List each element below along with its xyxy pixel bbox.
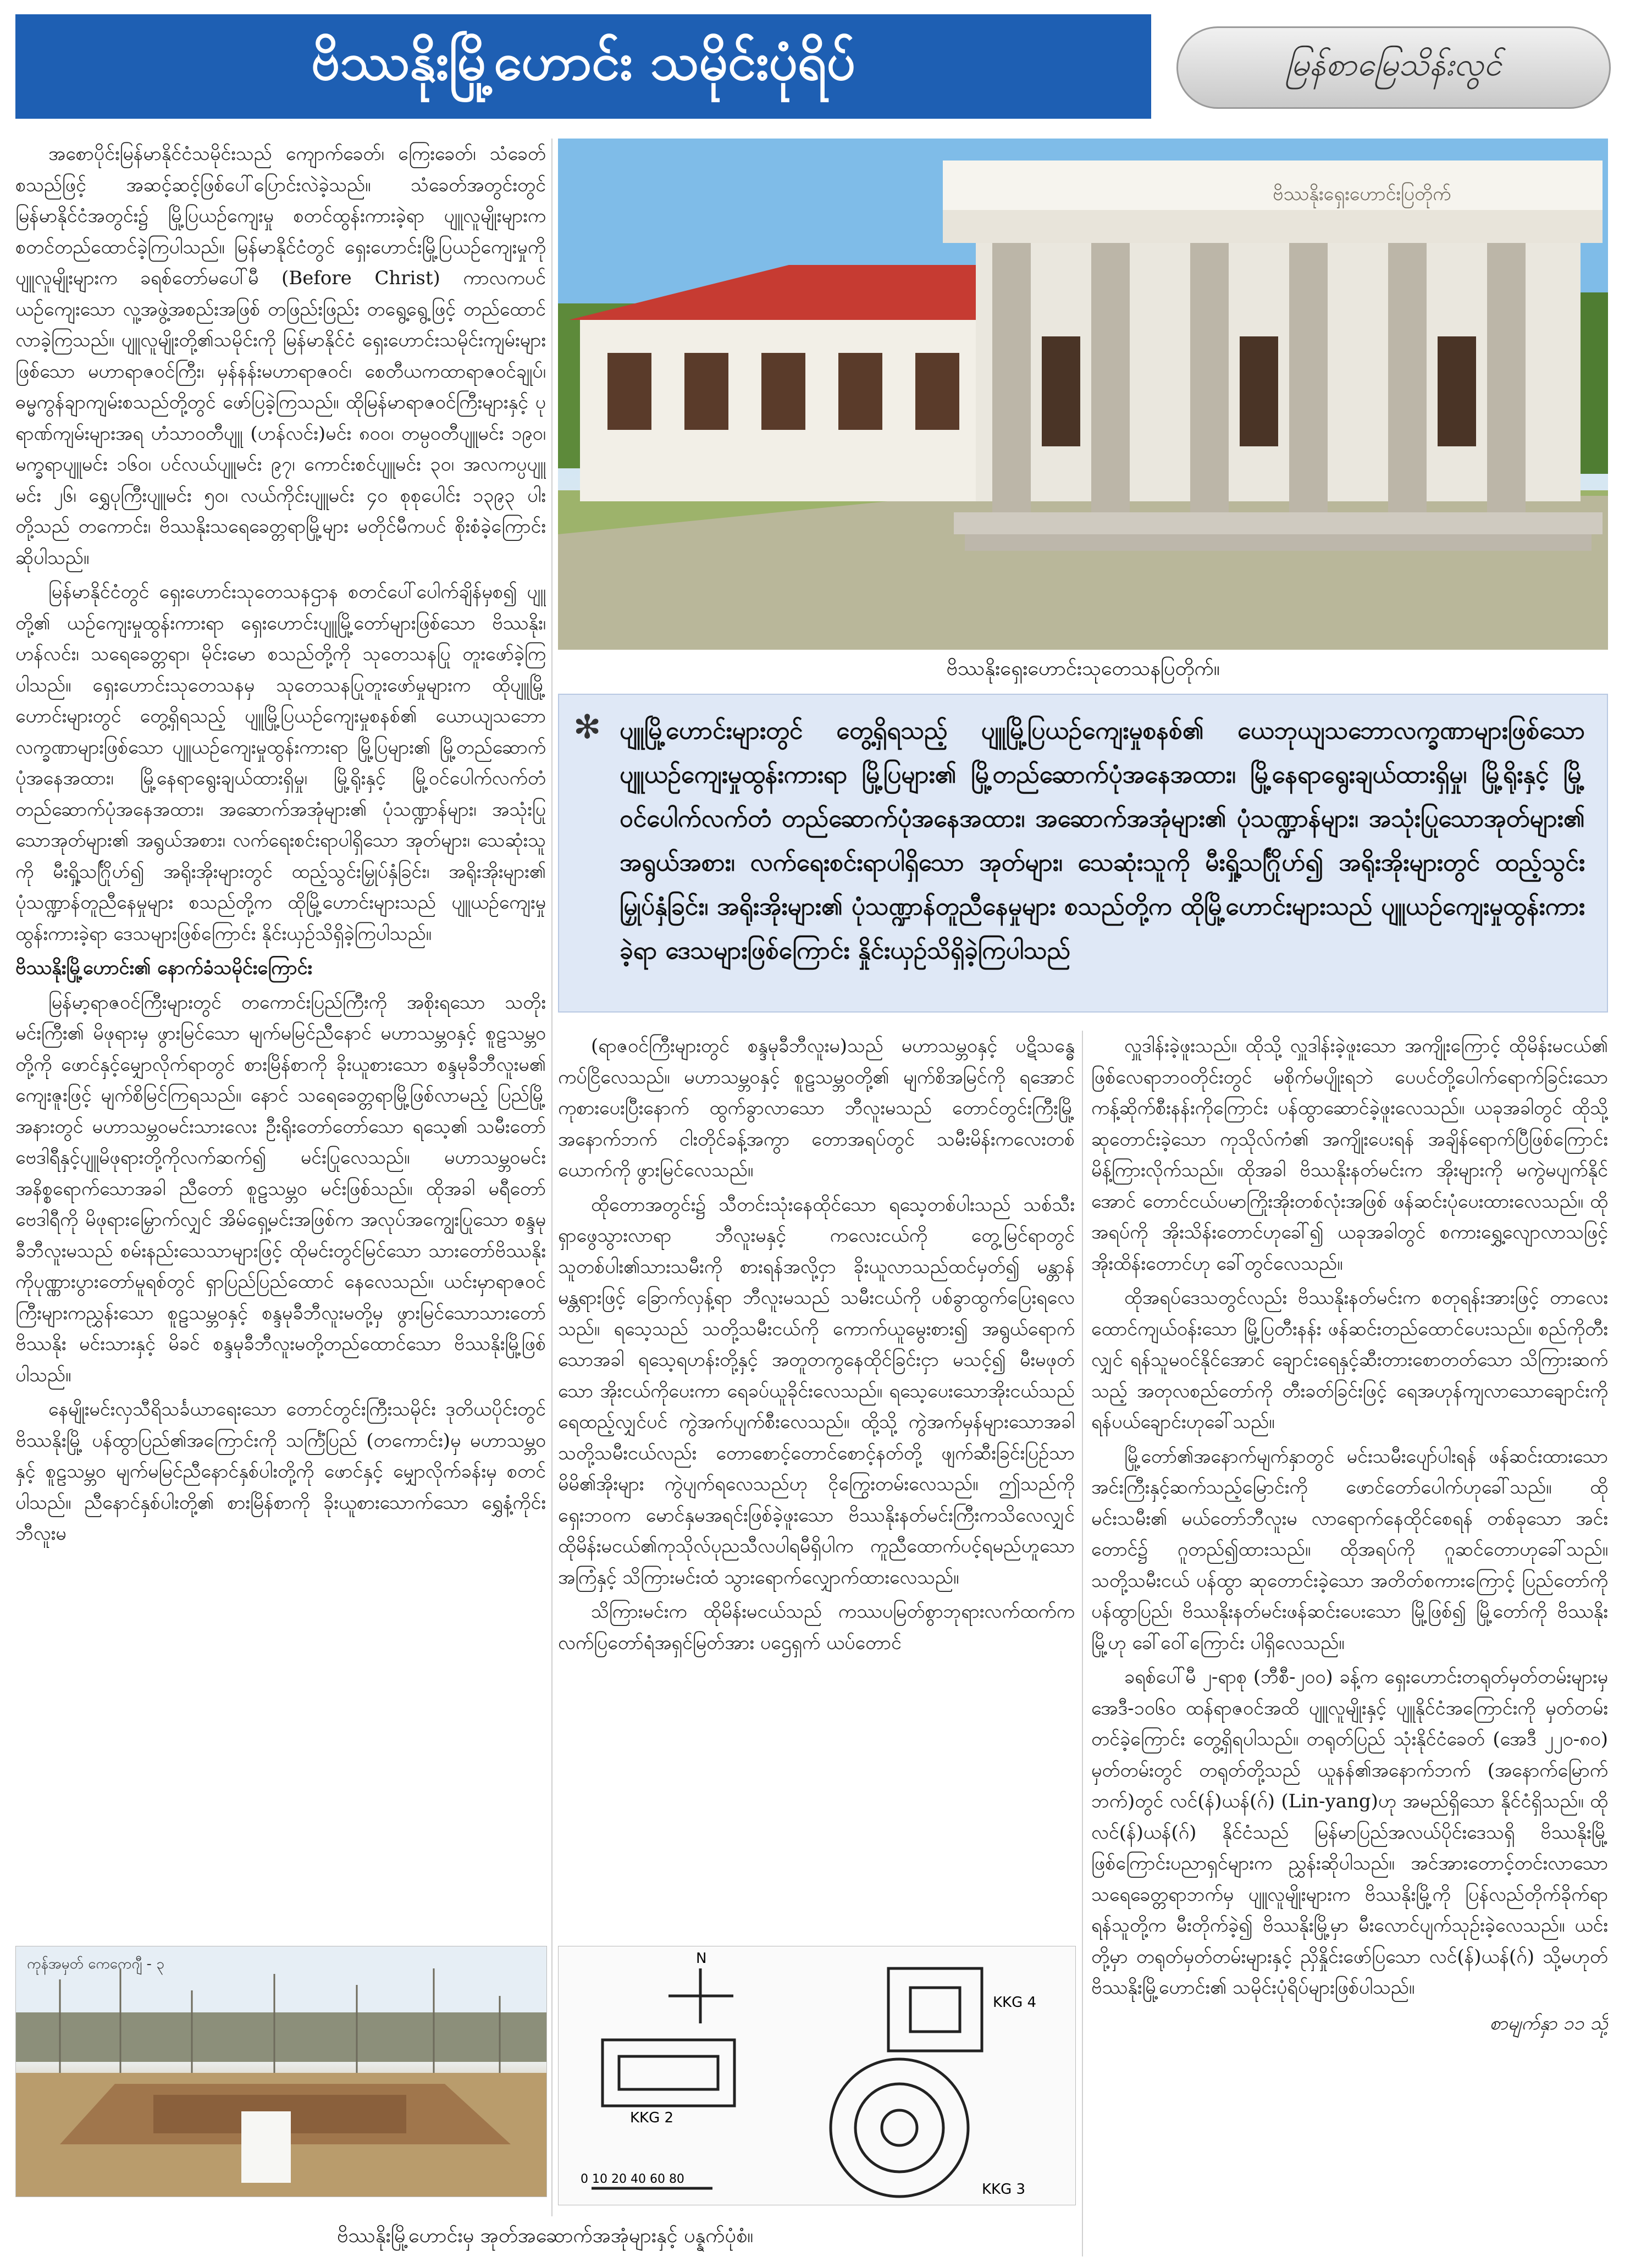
photo-caption: ဗိဿနိုးရှေးဟောင်းသုတေသနပြတိုက်။: [946, 657, 1220, 680]
museum-illustration: [558, 139, 1608, 650]
excavation-photo: [15, 1946, 547, 2197]
paragraph: ထိုအရပ်ဒေသတွင်လည်း ဗိဿနိုးနတ်မင်းက စတုရန်းအားဖြင့် တာလေးထောင်ကျယ်ဝန်းသော မြို့ပြတီးနန်း ဖန်ဆင်းတည်ထောင်ပေးသည်။ စည်ကိုတီးလျှင် ရန်သူမဝင်နိုင်အောင် ချောင်းရေနှင့်ဆီးတားစောတတ်သော သိကြားဆက်သည့် အတုလစည်တော်ကို တီးခတ်ခြင်းဖြင့် ရေအဟုန်ကျလာသောချောင်းကို ရန်ပယ်ချောင်းဟုခေါ်သည်။: [1091, 1287, 1608, 1433]
column-divider: [551, 139, 552, 2216]
author-name: မြန်စာမြေသိန်းလွင်: [1285, 45, 1502, 83]
paragraph: သိကြားမင်းက ထိုမိန်းမငယ်သည် ကဿပမြတ်စွာဘုရားလက်ထက်က လက်ပြတော်ရံအရှင်မြတ်အား ပဌေရှက် ယပ်တောင်: [558, 1601, 1075, 1654]
figure-caption: ဗိဿနိုးမြို့ဟောင်းမှ အုတ်အဆောက်အအုံများနှင့် ပန္နက်ပုံစံ။: [336, 2225, 754, 2247]
paragraph: နေမျိုးမင်းလှသီရိသင်္ခယာရေးသော တောင်တွင်းကြီးသမိုင်း ဒုတိယပိုင်းတွင် ဗိဿနိုးမြို့ ပန်ထွာပြည်၏အကြောင်းကို သင်္ကြံပြည် (တကောင်း)မှ မဟာသမ္ဘဝနှင့် စူဠသမ္ဘဝ မျက်မမြင်ညီနောင်နှစ်ပါးတို့ကို ဖောင်နှင့် မျှောလိုက်ခန်းမှ စတင်ပါသည်။ ညီနောင်နှစ်ပါးတို့၏ စားမြိန်စာကို ခိုးယူစားသောက်သော ရွှေနံ့ကိုင်းဘီလူးမ: [15, 1398, 546, 1545]
plan-label-kkg2: KKG 2: [630, 2110, 674, 2126]
ground-plan-drawing: [559, 1946, 1075, 2205]
author-badge: [1176, 26, 1611, 109]
paragraph: ထိုတောအတွင်း၌ သီတင်းသုံးနေထိုင်သော ရသေ့တစ်ပါးသည် သစ်သီးရှာဖွေသွားလာရာ ဘီလူးမနှင့် ကလေးငယ်ကို တွေ့မြင်ရာတွင် သူတစ်ပါး၏သားသမီးကို စားရန်အလို့ငှာ ခိုးယူလာသည်ထင်မှတ်၍ မန္တာန်မန္တရားဖြင့် ခြောက်လှန့်ရာ ဘီလူးမသည် သမီးငယ်ကို ပစ်ခွာထွက်ပြေးရလေသည်။ ရသေ့သည် သတို့သမီးငယ်ကို ကောက်ယူမွေးစား၍ အရွယ်ရောက်သောအခါ ရသေ့ရဟန်းတို့နှင့် အတူတကွနေထိုင်ခြင်းငှာ မသင့်၍ မီးမဖုတ်သော အိုးငယ်ကိုပေးကာ ရေခပ်ယူခိုင်းလေသည်။ ရသေ့ပေးသောအိုးငယ်သည် ရေထည့်လျှင်ပင် ကွဲအက်ပျက်စီးလေသည်။ ထို့သို့ ကွဲအက်မှန်များသောအခါ သတို့သမီးငယ်လည်း တောစောင့်တောင်စောင့်နတ်တို့ ဖျက်ဆီးခြင်းပြဉ်သာ မိမိ၏အိုးများ ကွဲပျက်ရလေသည်ဟု ငိုကြွေးတမ်းလေသည်။ ဤသည်ကို ရှေးဘဝက မောင်နှမအရင်းဖြစ်ခဲ့ဖူးသော ဗိဿနိုးနတ်မင်းကြီးကသိလေလျှင် ထိုမိန်းမငယ်၏ကုသိုလ်ပုညသီလပါရမီရှိပါက ကူညီထောက်ပင့်ရမည်ဟူသော အကြံနှင့် သိကြားမင်းထံ သွားရောက်လျှောက်ထားလေသည်။: [558, 1193, 1075, 1589]
excavation-illustration: [16, 1946, 546, 2197]
paragraph: မြန်မာနိုင်ငံတွင် ရှေးဟောင်းသုတေသနဌာန စတင်ပေါ်ပေါက်ချိန်မှစ၍ ပျူတို့၏ ယဉ်ကျေးမှုထွန်းကားရာ ရှေးဟောင်းပျူမြို့တော်များဖြစ်သော ဗိဿနိုး၊ ဟန်လင်း၊ သရေခေတ္တရာ၊ မိုင်းမော စသည်တို့ကို သုတေသနပြု တူးဖော်ခဲ့ကြပါသည်။ ရှေးဟောင်းသုတေသနမှ သုတေသနပြုတူးဖော်မှုများက ထိုပျူမြို့ဟောင်းများတွင် တွေ့ရှိရသည့် ပျူမြို့ပြယဉ်ကျေးမှုစနစ်၏ ယောယျသဘောလက္ခဏာများဖြစ်သော ပျူယဉ်ကျေးမှုထွန်းကားရာ မြို့ပြများ၏ မြို့တည်ဆောက်ပုံအနေအထား၊ မြို့နေရာရွေးချယ်ထားရှိမှု၊ မြို့ရိုးနှင့် မြို့ဝင်ပေါက်လက်တံ တည်ဆောက်ပုံအနေအထား၊ အဆောက်အအုံများ၏ ပုံသဏ္ဍာန်များ၊ အသုံးပြုသောအုတ်များ၏ အရွယ်အစား၊ လက်ရေးစင်းရာပါရှိသော အုတ်များ၊ သေဆုံးသူကို မီးရှို့သင်္ဂြိုဟ်၍ အရိုးအိုးများတွင် ထည့်သွင်းမြှုပ်နှံခြင်း၊ အရိုးအိုးများ၏ ပုံသဏ္ဍာန်တူညီနေမှုများ စသည်တို့က ထိုမြို့ဟောင်းများသည် ပျူယဉ်ကျေးမှုထွန်းကားခဲ့ရာ ဒေသများဖြစ်ကြောင်း နိုင်းယှဉ်သိရှိခဲ့ကြပါသည်။: [15, 581, 546, 945]
paragraph: ခရစ်ပေါ်မီ ၂-ရာစု (ဘီစီ-၂၀၀) ခန့်က ရှေးဟောင်းတရုတ်မှတ်တမ်းများမှ အေဒီ-၁၀၆၀ ထန်ရာဇဝင်အထိ ပျူလူမျိုးနှင့် ပျူနိုင်ငံအကြောင်းကို မှတ်တမ်းတင်ခဲ့ကြောင်း တွေ့ရှိရပါသည်။ တရုတ်ပြည် သုံးနိုင်ငံခေတ် (အေဒီ ၂၂၀-၈၀) မှတ်တမ်းတွင် တရုတ်တို့သည် ယူနန်၏အနောက်ဘက် (အနောက်မြောက်ဘက်)တွင် လင်(န်)ယန်(ဂ်) (Lin-yang)ဟု အမည်ရှိသော နိုင်ငံရှိသည်။ ထိုလင်(န်)ယန်(ဂ်) နိုင်ငံသည် မြန်မာပြည်အလယ်ပိုင်းဒေသရှိ ဗိဿနိုးမြို့ဖြစ်ကြောင်းပညာရှင်များက ညွှန်းဆိုပါသည်။ အင်အားတောင့်တင်းလာသော သရေခေတ္တရာဘက်မှ ပျူလူမျိုးများက ဗိဿနိုးမြို့ကို ပြန်လည်တိုက်ခိုက်ရာ ရန်သူတို့က မီးတိုက်ခဲ့၍ ဗိဿနိုးမြို့မှာ မီးလောင်ပျက်သုဉ်းခဲ့လေသည်။ ယင်းတို့မှာ တရုတ်မှတ်တမ်းများနှင့် ညှိနှိုင်းဖော်ပြသော လင်(န်)ယန်(ဂ်) သို့မဟုတ် ဗိဿနိုးမြို့ဟောင်း၏ သမိုင်းပုံရိပ်များဖြစ်ပါသည်။: [1091, 1666, 1608, 1999]
scale-bar-label: 0 10 20 40 60 80: [581, 2172, 684, 2186]
page-title: [15, 14, 1151, 119]
plan-label-kkg4: KKG 4: [993, 1994, 1037, 2011]
article-column-1: [15, 139, 546, 1936]
north-label: N: [696, 1950, 707, 1967]
museum-sign-text: ဗိဿနိုးရှေးဟောင်းပြတိုက်: [1273, 183, 1451, 205]
site-photo-label: ကုန်အမှတ် ကေကေဂျီ - ၃: [27, 1956, 164, 1972]
ground-plan-figure: [558, 1946, 1076, 2205]
plan-label-kkg3: KKG 3: [982, 2181, 1026, 2198]
pull-quote-box: [558, 694, 1608, 1013]
paragraph: လှူဒါန်းခဲ့ဖူးသည်။ ထိုသို့ လှူဒါန်းခဲ့ဖူးသော အကျိုးကြောင့် ထိုမိန်းမငယ်၏ ဖြစ်လေရာဘဝတိုင်းတွင် မစိုက်မပျိုးရဘဲ ပေပင်တို့ပေါက်ရောက်ခြင်းသော ကန့်ဆိုက်စီးနန်းကိုကြောင်း ပန်ထွာဆောင်ခဲ့ဖူးလေသည်။ ယခုအခါတွင် ထိုသို့ဆုတောင်းခဲ့သော ကုသိုလ်ကံ၏ အကျိုးပေးရန် အချိန်ရောက်ပြီဖြစ်ကြောင်း မိန့်ကြားလိုက်သည်။ ထိုအခါ ဗိဿနိုးနတ်မင်းက အိုးများကို မကွဲမပျက်နိုင်အောင် တောင်ငယ်ပမာကြိုးအိုးတစ်လုံးအဖြစ် ဖန်ဆင်းပုံပေးထားလေသည်။ ထိုအရပ်ကို အိုးသိန်းတောင်ဟုခေါ်၍ ယခုအခါတွင် စကားရွှေ့လျောလာသဖြင့် အိုးထိန်းတောင်ဟု ခေါ်တွင်လေသည်။: [1091, 1035, 1608, 1275]
paragraph: (ရာဇဝင်ကြီးများတွင် စန္ဒမုခီဘီလူးမ)သည် မဟာသမ္ဘဝနှင့် ပဋိသန္ဓေကပ်ငြိလေသည်။ မဟာသမ္ဘဝနှင့် စူဠသမ္ဘဝတို့၏ မျက်စိအမြင်ကို ရအောင်ကုစားပေးပြီးနောက် ထွက်ခွာလာသော ဘီလူးမသည် တောင်တွင်းကြီးမြို့ အနောက်ဘက် ငါးတိုင်ခန့်အကွာ တောအရပ်တွင် သမီးမိန်းကလေးတစ်ယောက်ကို ဖွားမြင်လေသည်။: [558, 1035, 1075, 1181]
pull-quote-text: ပျူမြို့ဟောင်းများတွင် တွေ့ရှိရသည့် ပျူမြို့ပြယဉ်ကျေးမှုစနစ်၏ ယေဘုယျသဘောလက္ခဏာများဖြစ်သော ပျူယဉ်ကျေးမှုထွန်းကားရာ မြို့ပြများ၏ မြို့တည်ဆောက်ပုံအနေအထား၊ မြို့နေရာရွေးချယ်ထားရှိမှု၊ မြို့ရိုးနှင့် မြို့ဝင်ပေါက်လက်တံ တည်ဆောက်ပုံအနေအထား၊ အဆောက်အအုံများ၏ ပုံသဏ္ဍာန်များ၊ အသုံးပြုသောအုတ်များ၏ အရွယ်အစား၊ လက်ရေးစင်းရာပါရှိသော အုတ်များ၊ သေဆုံးသူကို မီးရှို့သင်္ဂြိုဟ်၍ အရိုးအိုးများတွင် ထည့်သွင်းမြှုပ်နှံခြင်း၊ အရိုးအိုးများ၏ ပုံသဏ္ဍာန်တူညီနေမှုများ စသည်တို့က ထိုမြို့ဟောင်းများသည် ပျူယဉ်ကျေးမှုထွန်းကားခဲ့ရာ ဒေသများဖြစ်ကြောင်း နှိုင်းယှဉ်သိရှိခဲ့ကြပါသည်: [620, 717, 1585, 965]
asterisk-icon: ✻: [573, 708, 601, 746]
paragraph: မြို့တော်၏အနောက်မျက်နှာတွင် မင်းသမီးပျော်ပါးရန် ဖန်ဆင်းထားသော အင်းကြီးနှင့်ဆက်သည့်မြောင်းကို ဖောင်တော်ပေါက်ဟုခေါ်သည်။ ထိုမင်းသမီး၏ မယ်တော်ဘီလူးမ လာရောက်နေထိုင်စေရန် တစ်ခုသော အင်းတောင်၌ ဂူတည်၍ထားသည်။ ထိုအရပ်ကို ဂူဆင်တောဟုခေါ်သည်။ သတို့သမီးငယ် ပန်ထွာ ဆုတောင်းခဲ့သော အတိတ်စကားကြောင့် ပြည်တော်ကို ပန်ထွာပြည်၊ ဗိဿနိုးနတ်မင်းဖန်ဆင်းပေးသော မြို့ဖြစ်၍ မြို့တော်ကို ဗိဿနိုးမြို့ဟု ခေါ်ဝေါ်ကြောင်း ပါရှိလေသည်။: [1091, 1445, 1608, 1654]
article-column-2: [558, 1031, 1075, 1935]
museum-photo: [558, 139, 1608, 650]
column-divider: [1082, 1031, 1083, 2256]
paragraph: မြန်မာ့ရာဇဝင်ကြီးများတွင် တကောင်းပြည်ကြီးကို အစိုးရသော သတိုးမင်းကြီး၏ မိဖုရားမှ ဖွားမြင်သော မျက်မမြင်ညီနောင် မဟာသမ္ဘဝနှင့် စူဠသမ္ဘဝတို့ကို ဖောင်နှင့်မျှောလိုက်ရာတွင် စားမြိန်စာကို ခိုးယူစားသော စန္ဒမုခီဘီလူးမ၏ ကျေးဇူးဖြင့် မျက်စိမြင်ကြရသည်။ နောင် သရေခေတ္တရာမြို့ဖြစ်လာမည့် ပြည်မြို့အနားတွင် မဟာသမ္ဘဝမင်းသားလေး ဦးရိုးတော်တော်သော ရသေ့၏ သမီးတော် ဗေဒါရီနှင့်ပျူမိဖုရားတို့ကိုလက်ဆက်၍ မင်းပြုလေသည်။ မဟာသမ္ဘဝမင်း အနိစ္စရောက်သောအခါ ညီတော် စူဠသမ္ဘဝ မင်းဖြစ်သည်။ ထိုအခါ မရီတော် ဗေဒါရီကို မိဖုရားမြှောက်လျှင် အိမ်ရှေ့မင်းအဖြစ်က အလုပ်အကျွေးပြုသော စန္ဒမုခီဘီလူးမသည် စမ်းနည်းသေသာများဖြင့် ထိုမင်းတွင်မြင်သော သားတော်ဗိဿနိုးကိုပုဏ္ဏားပွားတော်မူရစ်တွင် ရှာပြည်ပြည်ထောင် နေလေသည်။ ယင်းမှာရာဇဝင်ကြီးများကညွှန်းသော စူဠသမ္ဘဝနှင့် စန္ဒမုခီဘီလူးမတို့မှ ဖွားမြင်သောသားတော် ဗိဿနိုး မင်းသားနှင့် မိခင် စန္ဒမုခီဘီလူးမတို့တည်ထောင်သော ဗိဿနိုးမြို့ဖြစ်ပါသည်။: [15, 991, 546, 1386]
article-column-3: [1091, 1031, 1608, 2256]
paragraph: အစောပိုင်းမြန်မာနိုင်ငံသမိုင်းသည် ကျောက်ခေတ်၊ ကြေးခေတ်၊ သံခေတ် စသည်ဖြင့် အဆင့်ဆင့်ဖြစ်ပေါ်ပြောင်းလဲခဲ့သည်။ သံခေတ်အတွင်းတွင် မြန်မာနိုင်ငံအတွင်း၌ မြို့ပြယဉ်ကျေးမှု စတင်ထွန်းကားခဲ့ရာ ပျူလူမျိုးများက စတင်တည်ထောင်ခဲ့ကြပါသည်။ မြန်မာနိုင်ငံတွင် ရှေးဟောင်းမြို့ပြယဉ်ကျေးမှုကို ပျူလူမျိုးများက ခရစ်တော်မပေါ်မီ (Before Christ) ကာလကပင် ယဉ်ကျေးသော လူ့အဖွဲ့အစည်းအဖြစ် တဖြည်းဖြည်း တရွေ့ရွေ့ဖြင့် တည်ထောင်လာခဲ့ကြသည်။ ပျူလူမျိုးတို့၏သမိုင်းကို မြန်မာနိုင်ငံ ရှေးဟောင်းသမိုင်းကျမ်းများဖြစ်သော မဟာရာဇဝင်ကြီး၊ မှန်နန်းမဟာရာဇဝင်၊ စေတီယကထာရာဇဝင်ချုပ်၊ ဓမ္မကွန်ချာကျမ်းစသည်တို့တွင် ဖော်ပြခဲ့ကြသည်။ ထိုမြန်မာရာဇဝင်ကြီးများနှင့် ပုရာဏ်ကျမ်းများအရ ဟံသာဝတီပျူ (ဟန်လင်း)မင်း ၈၀၀၊ တမ္ပဝတီပျူမင်း ၁၉၀၊ မက္ခရာပျူမင်း ၁၆၀၊ ပင်လယ်ပျူမင်း ၉၇၊ ကောင်းစင်ပျူမင်း ၃၀၊ အလကပ္ပပျူမင်း ၂၆၊ ရွှေပုကြီးပျူမင်း ၅၀၊ လယ်ကိုင်းပျူမင်း ၄၀ စုစုပေါင်း ၁၃၉၃ ပါးတို့သည် တကောင်း၊ ဗိဿနိုးသရေခေတ္တရာမြို့များ မတိုင်မီကပင် စိုးစံခဲ့ကြောင်းဆိုပါသည်။: [15, 143, 546, 569]
title-text: ဗိဿနိုးမြို့ဟောင်း သမိုင်းပုံရိပ်: [311, 32, 856, 91]
section-heading: ဗိဿနိုးမြို့ဟောင်း၏ နောက်ခံသမိုင်းကြောင်း: [15, 957, 312, 979]
continued-note: စာမျက်နှာ ၁၁ သို့: [1489, 2012, 1608, 2034]
